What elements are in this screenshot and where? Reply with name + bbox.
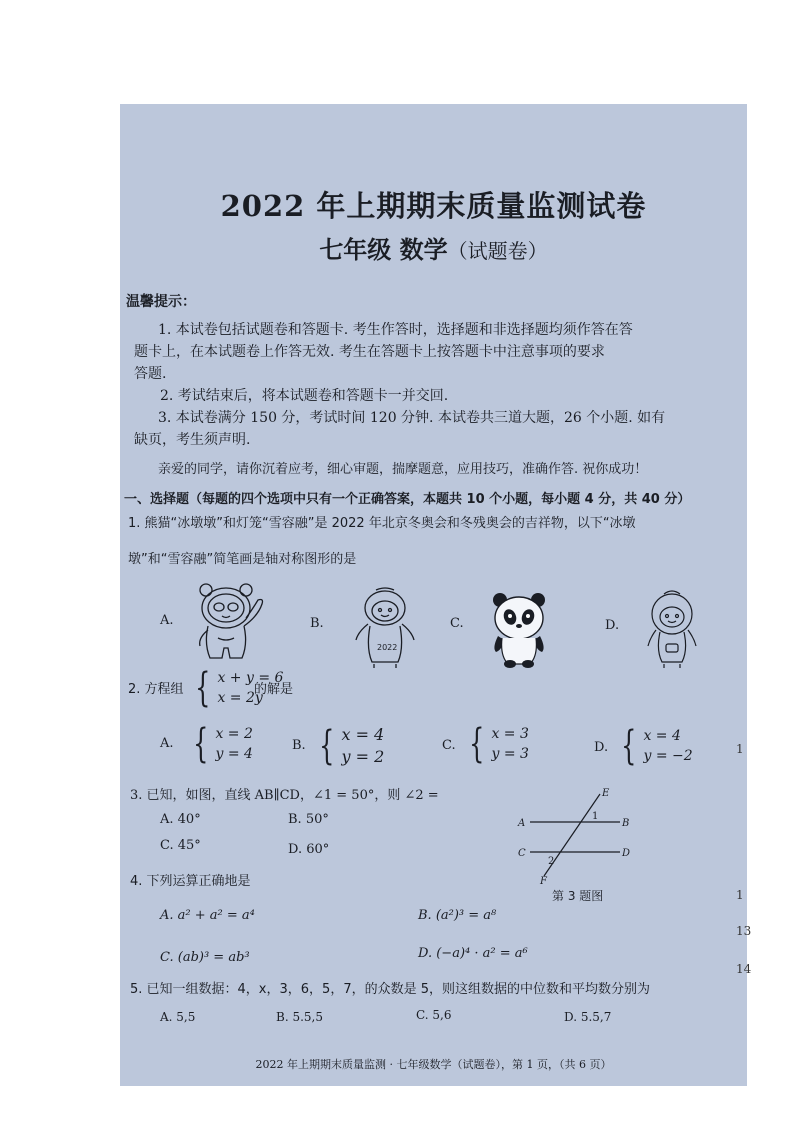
angle-1-label: 1 [592, 811, 599, 822]
label-a: A [518, 818, 526, 829]
label-e: E [602, 788, 610, 799]
tips-heading: 温馨提示： [126, 294, 196, 310]
mascot-a-image [192, 582, 268, 668]
q2-option-a: { x = 2 y = 4 [193, 721, 253, 767]
edge-number-4: 14 [736, 962, 752, 976]
q2-option-c-label: C. [442, 738, 456, 753]
q4-stem: 4. 下列运算正确地是 [130, 874, 251, 889]
q4-option-d: D. (−a)⁴ · a² = a⁶ [418, 946, 528, 961]
q4-option-c: C. (ab)³ = ab³ [160, 950, 250, 965]
mascot-d-image [640, 588, 706, 670]
q3-option-d: D. 60° [288, 842, 330, 857]
edge-number-1: 1 [736, 742, 744, 756]
q2-option-b-label: B. [292, 738, 306, 753]
q2-suffix: 的解是 [254, 682, 294, 697]
exam-title: 2022 年上期期末质量监测试卷 [220, 189, 647, 223]
tip-2: 2. 考试结束后，将本试题卷和答题卡一并交回. [160, 388, 449, 404]
q4-option-a: A. a² + a² = a⁴ [160, 908, 255, 923]
q1-option-d-label: D. [605, 618, 620, 633]
angle-2-label: 2 [548, 856, 555, 867]
subtitle-paren: （试题卷） [447, 239, 548, 263]
tip-3-line-1: 3. 本试卷满分 150 分，考试时间 120 分钟. 本试卷共三道大题，26 个小题. 如有 [158, 410, 666, 426]
q2-eq-1: x + y = 6 [217, 670, 284, 686]
q5-option-c: C. 5,6 [416, 1008, 452, 1022]
lantern-year-text: 2022 [377, 643, 398, 652]
q1-option-c-label: C. [450, 616, 464, 631]
q1-option-a-label: A. [160, 613, 174, 628]
q5-stem: 5. 已知一组数据：4，x，3，6，5，7，的众数是 5，则这组数据的中位数和平均数分别为 [130, 982, 650, 997]
q5-option-d: D. 5.5,7 [564, 1010, 612, 1024]
label-b: B [622, 818, 630, 829]
tip-3-line-2: 缺页，考生须声明. [134, 432, 251, 448]
exam-subtitle [120, 230, 747, 265]
q1-option-b-label: B. [310, 616, 324, 631]
page-footer: 2022 年上期期末质量监测 · 七年级数学（试题卷），第 1 页，（共 6 页） [255, 1058, 612, 1071]
mascot-b-image [350, 586, 420, 670]
q3-figure [510, 786, 640, 886]
label-c: C [518, 848, 526, 859]
q2-option-a-label: A. [160, 736, 174, 751]
q3-option-a: A. 40° [160, 812, 201, 827]
tip-1-line-3: 答题. [134, 366, 167, 382]
q5-option-a: A. 5,5 [160, 1010, 196, 1024]
edge-number-3: 13 [736, 924, 752, 938]
edge-number-2: 1 [736, 888, 744, 902]
q3-figure-caption: 第 3 题图 [552, 889, 604, 903]
subtitle-main: 七年级 数学 [319, 235, 448, 264]
q5-option-b: B. 5.5,5 [276, 1010, 323, 1024]
exam-paper [120, 104, 747, 1086]
q4-option-b: B. (a²)³ = a⁸ [418, 908, 497, 923]
q1-line-1: 1. 熊猫“冰墩墩”和灯笼“雪容融”是 2022 年北京冬奥会和冬残奥会的吉祥物，以下“冰墩 [128, 516, 636, 531]
q2-option-d-label: D. [594, 740, 609, 755]
tip-1-line-2: 题卡上，在本试题卷上作答无效. 考生在答题卡上按答题卡中注意事项的要求 [134, 344, 605, 360]
q1-line-2: 墩”和“雪容融”简笔画是轴对称图形的是 [128, 552, 357, 567]
q3-option-c: C. 45° [160, 838, 201, 853]
mascot-c-image [484, 590, 554, 670]
label-f: F [540, 876, 547, 886]
q3-stem: 3. 已知，如图，直线 AB∥CD，∠1 = 50°，则 ∠2 = [130, 788, 439, 803]
q2-system-brace: { [195, 665, 211, 711]
label-d: D [622, 848, 631, 859]
q2-prefix: 2. 方程组 [128, 682, 184, 697]
q2-option-c: { x = 3 y = 3 [469, 721, 529, 767]
encouragement: 亲爱的同学，请你沉着应考，细心审题，揣摩题意，应用技巧，准确作答. 祝你成功！ [158, 462, 648, 477]
q2-option-d: { x = 4 y = −2 [621, 723, 693, 769]
section-1-heading: 一、选择题（每题的四个选项中只有一个正确答案，本题共 10 个小题，每小题 4 分，共 40 分） [124, 492, 691, 507]
q3-option-b: B. 50° [288, 812, 329, 827]
tip-1-line-1: 1. 本试卷包括试题卷和答题卡. 考生作答时，选择题和非选择题均须作答在答 [158, 322, 633, 338]
q2-option-b: { x = 4 y = 2 [319, 723, 385, 769]
q2-eq-2: x = 2y [217, 690, 263, 706]
